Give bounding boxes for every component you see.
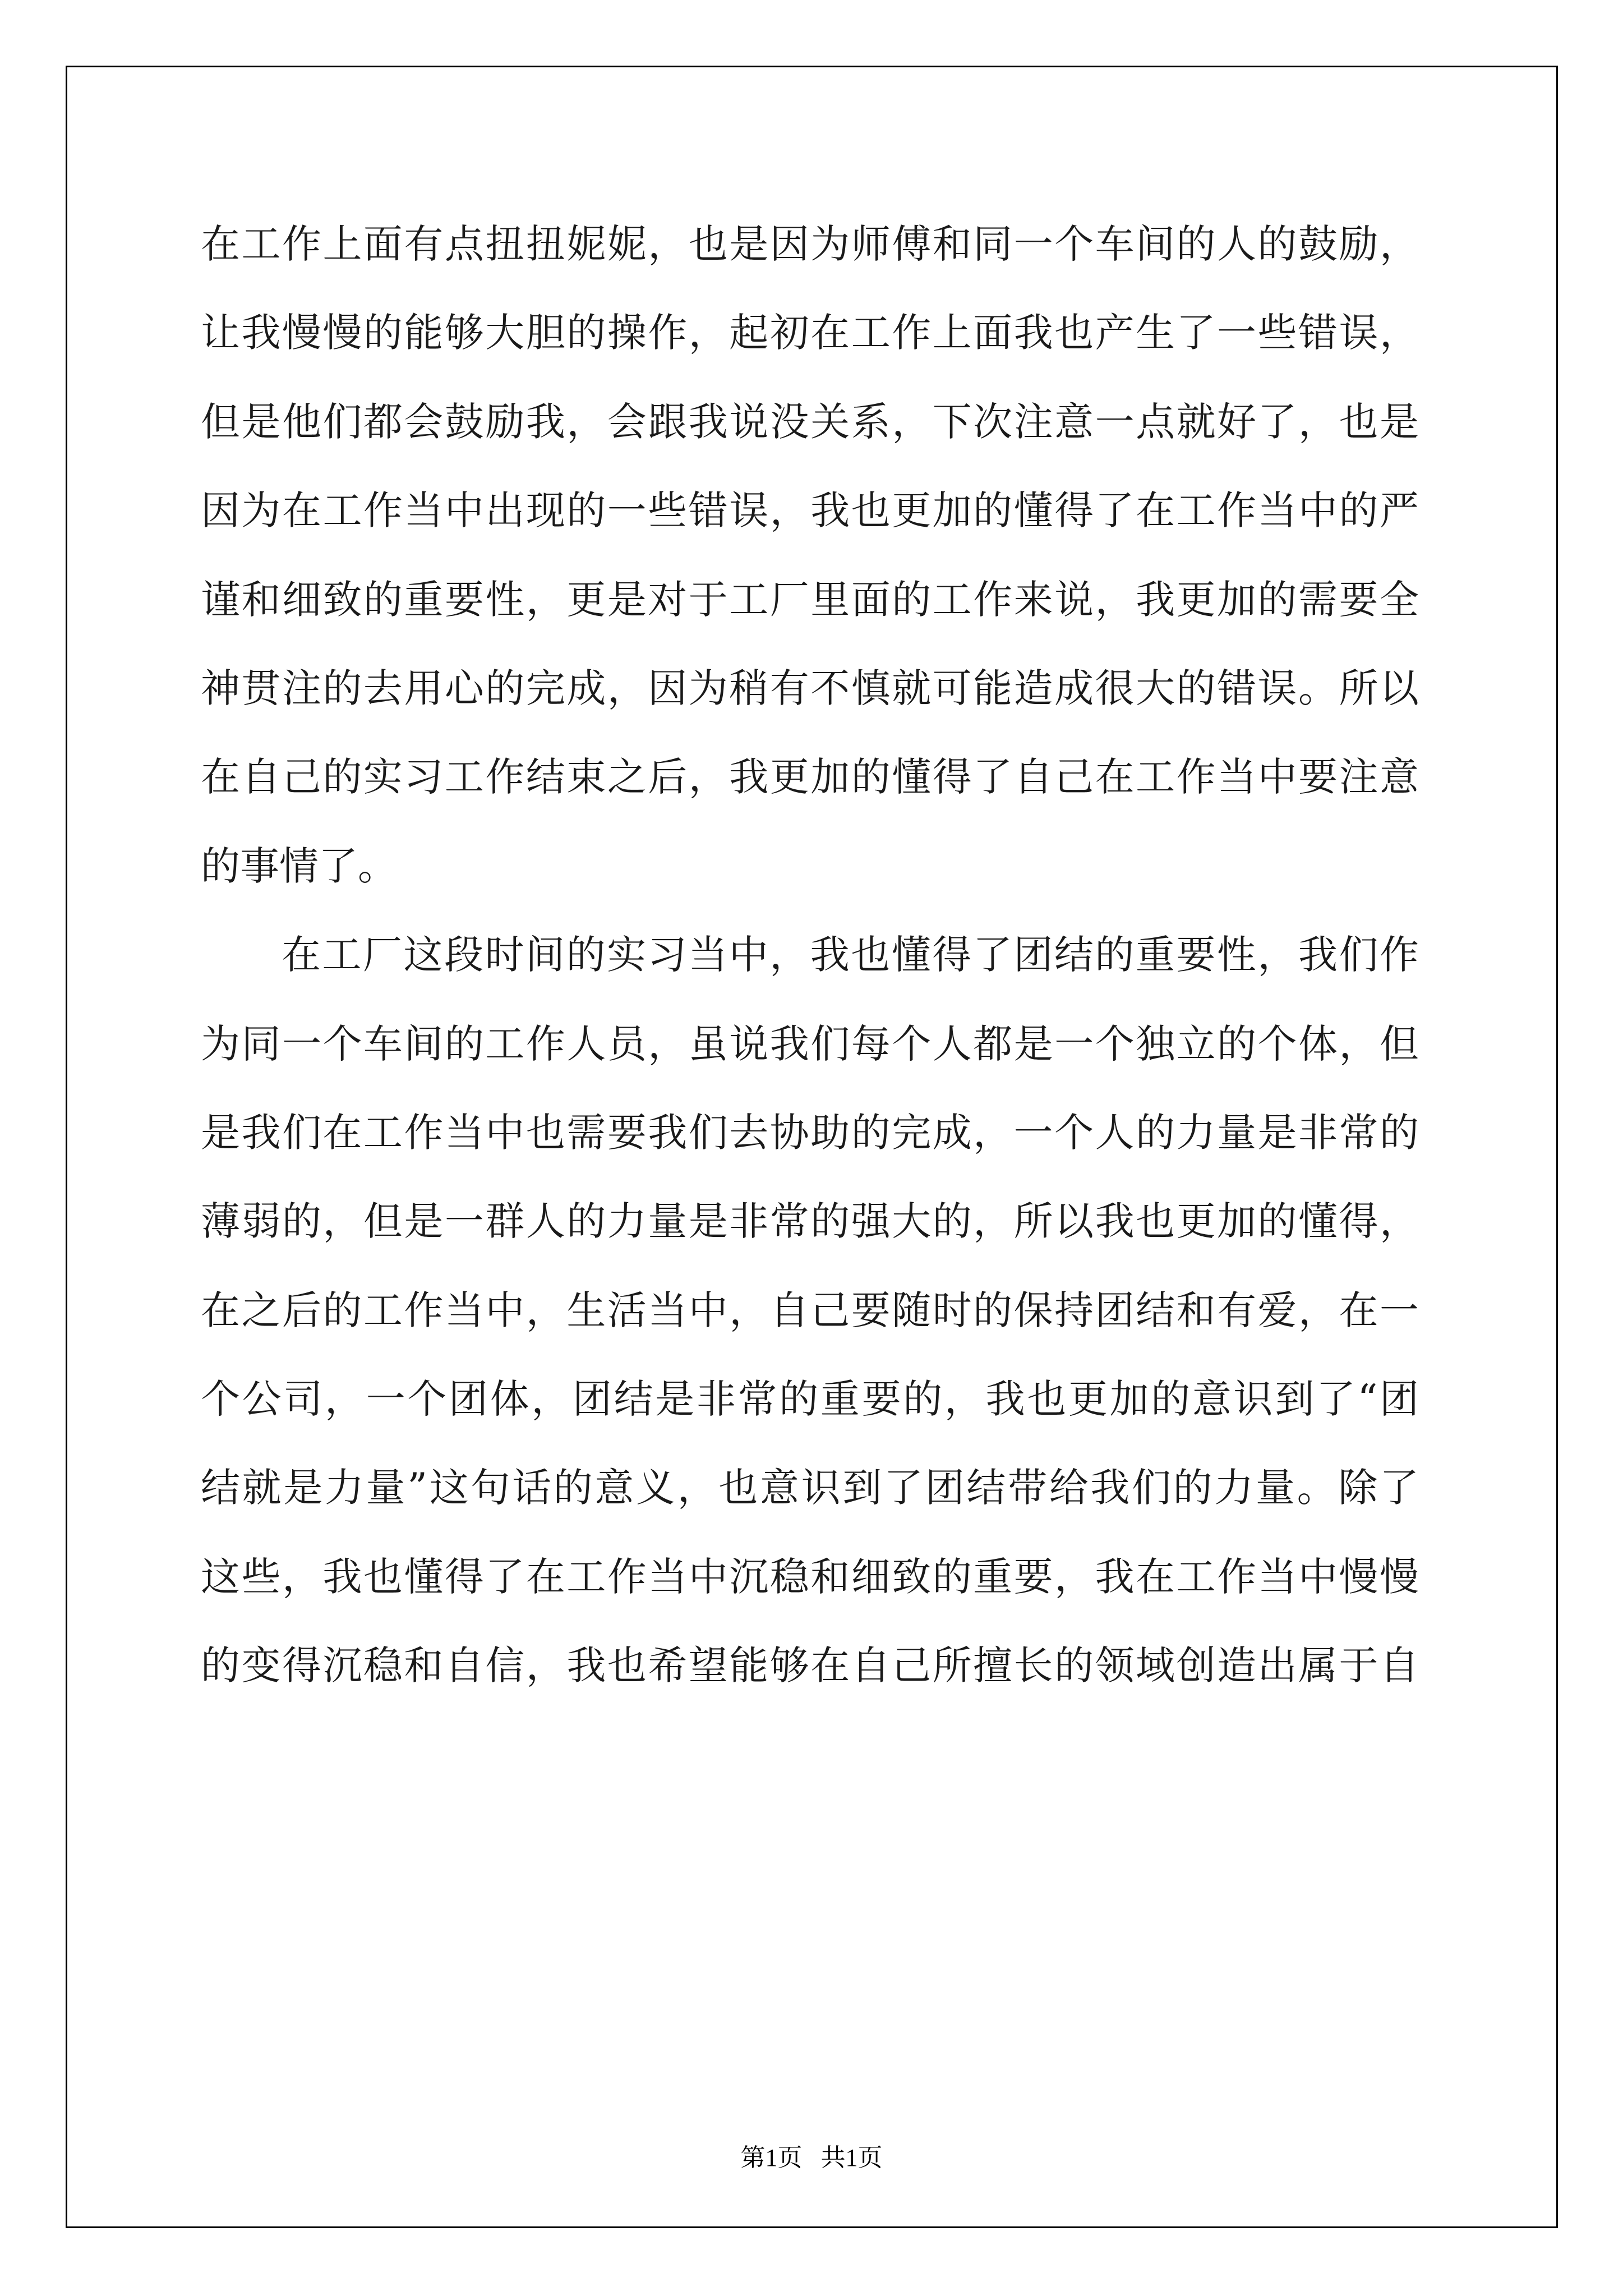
text-line: 神贯注的去用心的完成，因为稍有不慎就可能造成很大的错误。所以 <box>201 665 1419 711</box>
text-line: 是我们在工作当中也需要我们去协助的完成，一个人的力量是非常的 <box>201 1109 1419 1156</box>
text-line: 的事情了。 <box>201 843 397 889</box>
text-line: 但是他们都会鼓励我，会跟我说没关系，下次注意一点就好了，也是 <box>201 398 1419 445</box>
text-line: 在工厂这段时间的实习当中，我也懂得了团结的重要性，我们作 <box>282 932 1419 978</box>
text-line: 这些，我也懂得了在工作当中沉稳和细致的重要，我在工作当中慢慢 <box>201 1553 1419 1600</box>
paragraph-1 <box>201 200 1419 910</box>
page-number: 第1页 共1页 <box>740 2144 883 2171</box>
text-line: 谨和细致的重要性，更是对于工厂里面的工作来说，我更加的需要全 <box>201 576 1419 623</box>
paragraph-2 <box>201 910 1419 1710</box>
document-body <box>201 200 1419 1710</box>
text-line: 为同一个车间的工作人员，虽说我们每个人都是一个独立的个体，但 <box>201 1020 1419 1067</box>
text-line: 在工作上面有点扭扭妮妮，也是因为师傅和同一个车间的人的鼓励， <box>201 221 1419 267</box>
text-line: 的变得沉稳和自信，我也希望能够在自己所擅长的领域创造出属于自 <box>201 1642 1419 1689</box>
page-footer <box>0 2137 1623 2173</box>
text-line: 在之后的工作当中，生活当中，自己要随时的保持团结和有爱，在一 <box>201 1287 1419 1333</box>
text-line: 让我慢慢的能够大胆的操作，起初在工作上面我也产生了一些错误， <box>201 310 1419 356</box>
text-line: 因为在工作当中出现的一些错误，我也更加的懂得了在工作当中的严 <box>201 487 1419 534</box>
text-line: 结就是力量”这句话的意义，也意识到了团结带给我们的力量。除了 <box>201 1465 1419 1511</box>
text-line: 个公司，一个团体，团结是非常的重要的，我也更加的意识到了“团 <box>201 1376 1419 1423</box>
text-line: 在自己的实习工作结束之后，我更加的懂得了自己在工作当中要注意 <box>201 754 1419 800</box>
text-line: 薄弱的，但是一群人的力量是非常的强大的，所以我也更加的懂得， <box>201 1198 1419 1245</box>
